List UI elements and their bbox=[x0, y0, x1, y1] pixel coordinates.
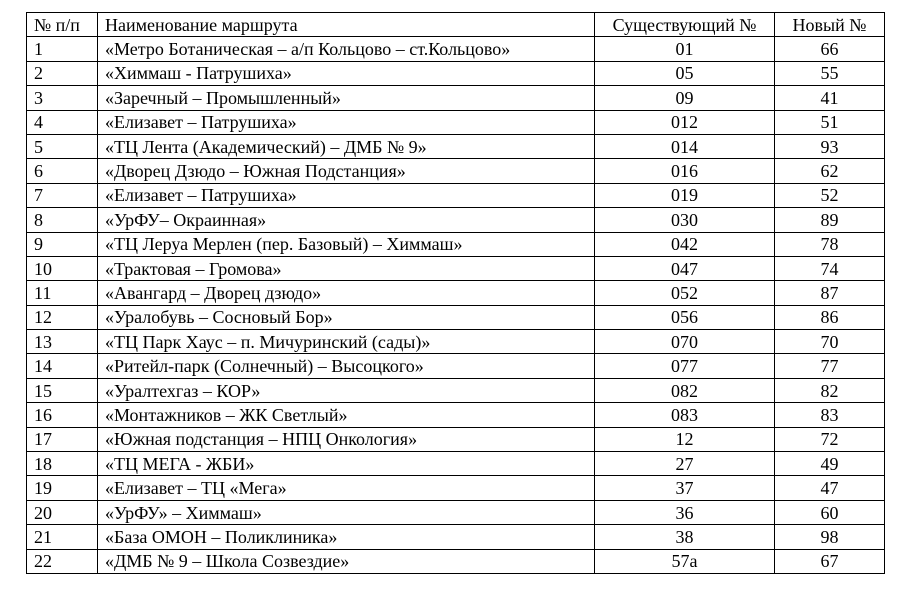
row-number-cell: 7 bbox=[27, 183, 98, 207]
route-name-cell: «Елизавет – Патрушиха» bbox=[98, 110, 595, 134]
new-number-cell: 83 bbox=[775, 403, 885, 427]
table-row bbox=[27, 378, 885, 402]
route-name-cell: «Южная подстанция – НПЦ Онкология» bbox=[98, 427, 595, 451]
route-name-cell: «Уралтехгаз – КОР» bbox=[98, 378, 595, 402]
route-name-cell: «Авангард – Дворец дзюдо» bbox=[98, 281, 595, 305]
table-row bbox=[27, 549, 885, 573]
row-number-cell: 22 bbox=[27, 549, 98, 573]
new-number-cell: 62 bbox=[775, 159, 885, 183]
row-number-cell: 2 bbox=[27, 61, 98, 85]
table-row bbox=[27, 86, 885, 110]
new-number-cell: 70 bbox=[775, 330, 885, 354]
route-name-cell: «Елизавет – ТЦ «Мега» bbox=[98, 476, 595, 500]
table-row bbox=[27, 476, 885, 500]
new-number-cell: 87 bbox=[775, 281, 885, 305]
row-number-cell: 8 bbox=[27, 208, 98, 232]
existing-number-cell: 082 bbox=[595, 378, 775, 402]
header-new-number: Новый № bbox=[775, 13, 885, 37]
new-number-cell: 77 bbox=[775, 354, 885, 378]
table-row bbox=[27, 159, 885, 183]
route-name-cell: «ТЦ МЕГА - ЖБИ» bbox=[98, 452, 595, 476]
table-row bbox=[27, 281, 885, 305]
new-number-cell: 86 bbox=[775, 305, 885, 329]
table-row bbox=[27, 110, 885, 134]
table-row bbox=[27, 354, 885, 378]
existing-number-cell: 042 bbox=[595, 232, 775, 256]
route-name-cell: «Трактовая – Громова» bbox=[98, 256, 595, 280]
route-name-cell: «УрФУ– Окраинная» bbox=[98, 208, 595, 232]
row-number-cell: 14 bbox=[27, 354, 98, 378]
table-body bbox=[27, 37, 885, 574]
route-name-cell: «УрФУ» – Химмаш» bbox=[98, 500, 595, 524]
route-name-cell: «Химмаш - Патрушиха» bbox=[98, 61, 595, 85]
existing-number-cell: 070 bbox=[595, 330, 775, 354]
header-existing-number: Существующий № bbox=[595, 13, 775, 37]
row-number-cell: 10 bbox=[27, 256, 98, 280]
existing-number-cell: 01 bbox=[595, 37, 775, 61]
existing-number-cell: 030 bbox=[595, 208, 775, 232]
row-number-cell: 4 bbox=[27, 110, 98, 134]
table-row bbox=[27, 403, 885, 427]
new-number-cell: 52 bbox=[775, 183, 885, 207]
row-number-cell: 11 bbox=[27, 281, 98, 305]
existing-number-cell: 27 bbox=[595, 452, 775, 476]
row-number-cell: 15 bbox=[27, 378, 98, 402]
new-number-cell: 51 bbox=[775, 110, 885, 134]
row-number-cell: 12 bbox=[27, 305, 98, 329]
header-number: № п/п bbox=[27, 13, 98, 37]
new-number-cell: 41 bbox=[775, 86, 885, 110]
table-row bbox=[27, 427, 885, 451]
route-name-cell: «Елизавет – Патрушиха» bbox=[98, 183, 595, 207]
table-row bbox=[27, 183, 885, 207]
table-row bbox=[27, 256, 885, 280]
new-number-cell: 74 bbox=[775, 256, 885, 280]
row-number-cell: 9 bbox=[27, 232, 98, 256]
existing-number-cell: 09 bbox=[595, 86, 775, 110]
table-row bbox=[27, 134, 885, 158]
route-name-cell: «ДМБ № 9 – Школа Созвездие» bbox=[98, 549, 595, 573]
new-number-cell: 82 bbox=[775, 378, 885, 402]
row-number-cell: 16 bbox=[27, 403, 98, 427]
route-name-cell: «База ОМОН – Поликлиника» bbox=[98, 525, 595, 549]
existing-number-cell: 019 bbox=[595, 183, 775, 207]
existing-number-cell: 077 bbox=[595, 354, 775, 378]
route-name-cell: «Метро Ботаническая – а/п Кольцово – ст.Кольцово» bbox=[98, 37, 595, 61]
row-number-cell: 21 bbox=[27, 525, 98, 549]
row-number-cell: 1 bbox=[27, 37, 98, 61]
new-number-cell: 47 bbox=[775, 476, 885, 500]
route-name-cell: «ТЦ Парк Хаус – п. Мичуринский (сады)» bbox=[98, 330, 595, 354]
new-number-cell: 49 bbox=[775, 452, 885, 476]
row-number-cell: 5 bbox=[27, 134, 98, 158]
table-header-row bbox=[27, 13, 885, 37]
existing-number-cell: 57а bbox=[595, 549, 775, 573]
new-number-cell: 98 bbox=[775, 525, 885, 549]
new-number-cell: 78 bbox=[775, 232, 885, 256]
new-number-cell: 93 bbox=[775, 134, 885, 158]
table-row bbox=[27, 330, 885, 354]
table-row bbox=[27, 61, 885, 85]
existing-number-cell: 36 bbox=[595, 500, 775, 524]
new-number-cell: 55 bbox=[775, 61, 885, 85]
route-name-cell: «Уралобувь – Сосновый Бор» bbox=[98, 305, 595, 329]
row-number-cell: 13 bbox=[27, 330, 98, 354]
route-renumbering-table bbox=[26, 12, 885, 574]
route-name-cell: «Ритейл-парк (Солнечный) – Высоцкого» bbox=[98, 354, 595, 378]
existing-number-cell: 014 bbox=[595, 134, 775, 158]
row-number-cell: 17 bbox=[27, 427, 98, 451]
existing-number-cell: 083 bbox=[595, 403, 775, 427]
existing-number-cell: 012 bbox=[595, 110, 775, 134]
table-row bbox=[27, 37, 885, 61]
existing-number-cell: 38 bbox=[595, 525, 775, 549]
route-name-cell: «Заречный – Промышленный» bbox=[98, 86, 595, 110]
new-number-cell: 72 bbox=[775, 427, 885, 451]
row-number-cell: 6 bbox=[27, 159, 98, 183]
existing-number-cell: 37 bbox=[595, 476, 775, 500]
row-number-cell: 18 bbox=[27, 452, 98, 476]
new-number-cell: 66 bbox=[775, 37, 885, 61]
table-row bbox=[27, 500, 885, 524]
new-number-cell: 60 bbox=[775, 500, 885, 524]
existing-number-cell: 016 bbox=[595, 159, 775, 183]
new-number-cell: 67 bbox=[775, 549, 885, 573]
existing-number-cell: 056 bbox=[595, 305, 775, 329]
route-name-cell: «ТЦ Лента (Академический) – ДМБ № 9» bbox=[98, 134, 595, 158]
table-row bbox=[27, 452, 885, 476]
table-row bbox=[27, 305, 885, 329]
header-route-name: Наименование маршрута bbox=[98, 13, 595, 37]
existing-number-cell: 047 bbox=[595, 256, 775, 280]
table-row bbox=[27, 232, 885, 256]
new-number-cell: 89 bbox=[775, 208, 885, 232]
row-number-cell: 3 bbox=[27, 86, 98, 110]
existing-number-cell: 12 bbox=[595, 427, 775, 451]
route-name-cell: «ТЦ Леруа Мерлен (пер. Базовый) – Химмаш» bbox=[98, 232, 595, 256]
existing-number-cell: 052 bbox=[595, 281, 775, 305]
route-name-cell: «Монтажников – ЖК Светлый» bbox=[98, 403, 595, 427]
row-number-cell: 20 bbox=[27, 500, 98, 524]
route-name-cell: «Дворец Дзюдо – Южная Подстанция» bbox=[98, 159, 595, 183]
existing-number-cell: 05 bbox=[595, 61, 775, 85]
table-row bbox=[27, 208, 885, 232]
table-row bbox=[27, 525, 885, 549]
row-number-cell: 19 bbox=[27, 476, 98, 500]
